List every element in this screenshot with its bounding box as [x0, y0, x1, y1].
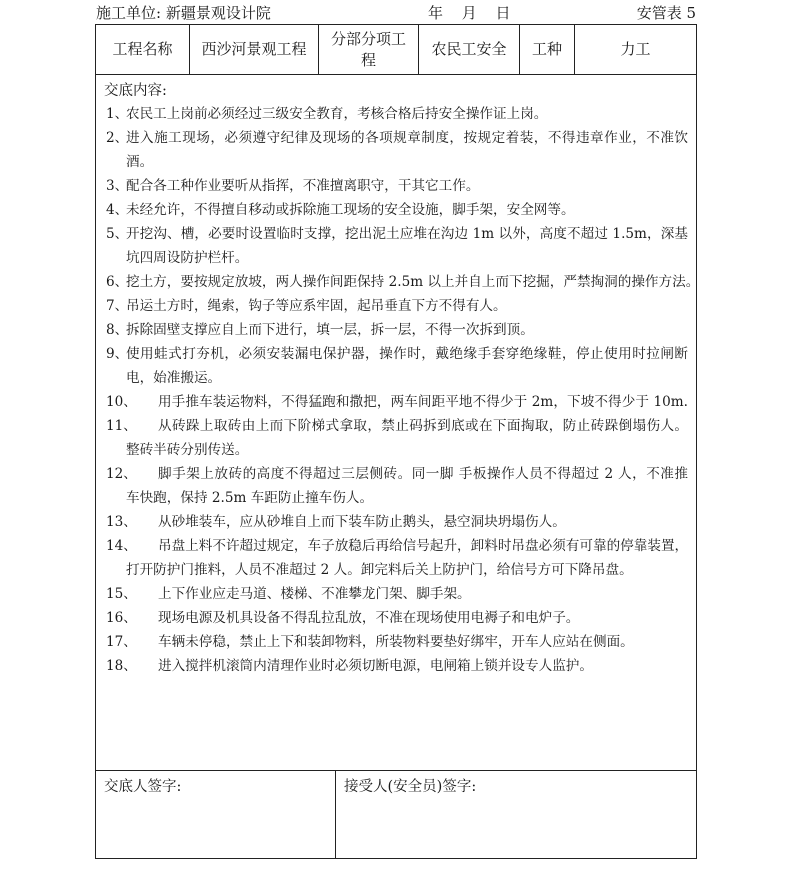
date-field: 年 月 日: [428, 4, 511, 22]
briefing-content: 交底内容: 1、 农民工上岗前必须经过三级安全教育，考核合格后持安全操作证上岗。 2、 进入施工现场，必须遵守纪律及现场的各项规章制度，按规定着装，不得违章作业，不准饮 酒。 3、 配合各工种作业要听从指挥，不准擅离职守，干其它工作。 4、 未经允许，不得擅自移动或拆除施工现场的安全设施，脚手架，安全网等。 5、 开挖沟、槽，必要时设置临时支撑，挖出泥土应堆在沟边 1m 以外，高度不超过 1.5m，深基 坑四周设防护栏杆。 6、 挖土方，要按规定放坡，两人操作间距保持 2.5m 以上并自上而下挖掘，严禁掏洞的操作方法。 7、 吊运土方时，绳索，钩子等应系牢固，起吊垂直下方不得有人。 8、 拆除固壁支撑应自上而下进行，填一层，拆一层，不得一次拆到顶。 9、 使用蛙式打夯机，必须安装漏电保护器，操作时，戴绝缘手套穿绝缘鞋，停止使用时拉闸断 电，始准搬运。 10、 用手推车装运物料，不得猛跑和撒把，两车间距平地不得少于 2m，下坡不得少于 10m. 11、 从砖跺上取砖由上而下阶梯式拿取，禁止码拆到底或在下面掏取，防止砖跺倒塌伤人。 整砖半砖分别传送。 12、 脚手架上放砖的高度不得超过三层侧砖。同一脚 手板操作人员不得超过 2 人，不准推 车快跑，保持 2.5m 车距防止撞车伤人。 13、 从砂堆装车，应从砂堆自上而下装车防止鹅头，悬空洞块坍塌伤人。 14、 吊盘上料不许超过规定，车子放稳后再给信号起升，卸料时吊盘必须有可靠的停靠装置， 打开防护门推料，人员不准超过 2 人。卸完料后关上防护门，给信号方可下降吊盘。 15、 上下作业应走马道、楼梯、不准攀龙门架、脚手架。 16、 现场电源及机具设备不得乱拉乱放，不准在现场使用电褥子和电炉子。 17、 车辆未停稳，禁止上下和装卸物料，所装物料要垫好绑牢，开车人应站在侧面。 18、 进入搅拌机滚筒内清理作业时必须切断电源，电闸箱上锁并设专人监护。: [96, 74, 696, 771]
section-value: 农民工安全: [419, 25, 520, 74]
section-label: 分部分项工程: [319, 25, 419, 74]
project-name-label: 工程名称: [96, 25, 190, 74]
giver-signature-label: 交底人签字:: [104, 779, 182, 795]
receiver-signature-label: 接受人(安全员)签字:: [344, 779, 477, 795]
receiver-signature-box: [336, 770, 696, 858]
form-number: 安管表 5: [636, 4, 696, 22]
construction-unit: 施工单位: 新疆景观设计院: [96, 4, 271, 22]
trade-value: 力工: [620, 40, 651, 58]
signature-row: [96, 770, 696, 858]
safety-briefing-form: [95, 24, 700, 859]
trade-label: 工种: [520, 25, 575, 74]
giver-signature-box: [96, 770, 336, 858]
content-title: 交底内容:: [104, 83, 167, 99]
project-name-value: 西沙河景观工程: [190, 25, 319, 74]
project-info-row: [96, 25, 696, 75]
